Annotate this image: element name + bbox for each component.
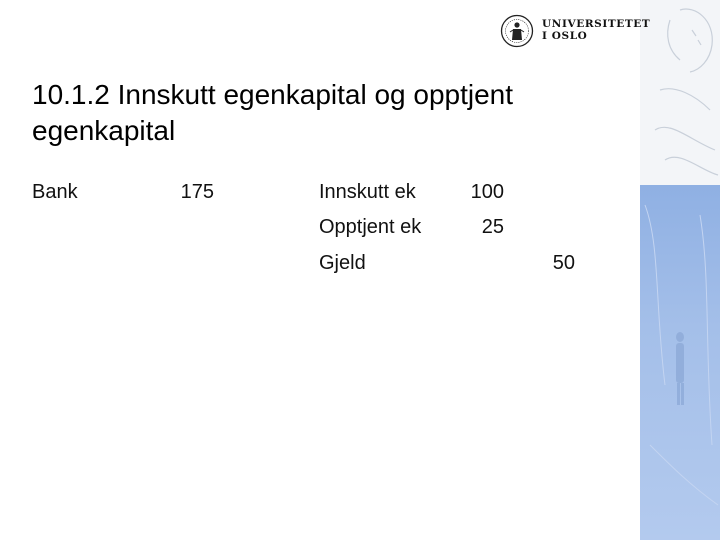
asset-value-bank: 175 (180, 181, 214, 203)
university-seal-icon (500, 14, 534, 48)
liability-label-opptjent: Opptjent ek (319, 216, 422, 238)
university-name-line2: I OSLO (542, 30, 588, 42)
asset-label-bank: Bank (32, 181, 78, 203)
side-decoration (640, 0, 720, 540)
liability-label-gjeld: Gjeld (319, 252, 366, 274)
liability-value-innskutt: 100 (470, 181, 504, 203)
liability-label-innskutt: Innskutt ek (319, 181, 416, 203)
university-name (542, 18, 650, 42)
side-decoration-top (640, 0, 720, 185)
university-logo (500, 12, 651, 52)
liability-value-opptjent: 25 (481, 216, 504, 238)
side-decoration-bottom (640, 185, 720, 540)
statue-sketch-icon (640, 0, 720, 185)
university-name-line1: UNIVERSITETET (542, 18, 651, 30)
figure-silhouette-icon (640, 185, 720, 540)
slide-title: 10.1.2 Innskutt egenkapital og opptjent egenkapital (32, 79, 514, 146)
liability-value-gjeld: 50 (552, 252, 575, 274)
